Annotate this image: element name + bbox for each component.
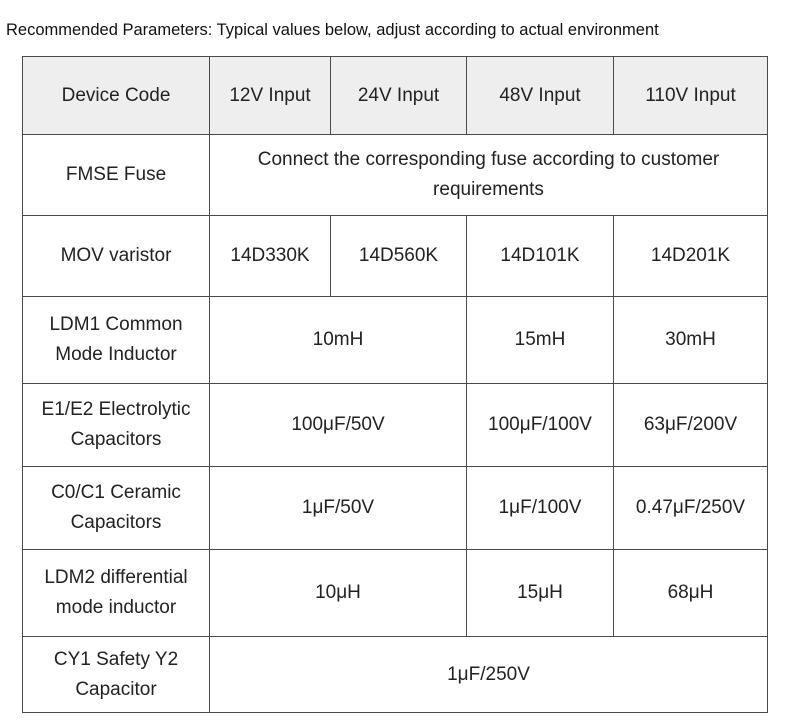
- ldm2-12v-24v: 10μH: [210, 550, 467, 637]
- mov-48v: 14D101K: [467, 216, 614, 297]
- header-device-code: Device Code: [23, 57, 210, 135]
- mov-12v: 14D330K: [210, 216, 331, 297]
- ceramic-110v: 0.47μF/250V: [614, 467, 768, 550]
- table-row: [23, 467, 768, 550]
- table-header-row: [23, 57, 768, 135]
- row-label-ldm1: LDM1 Common Mode Inductor: [23, 297, 210, 384]
- parameters-table: [22, 56, 768, 713]
- table-row: [23, 297, 768, 384]
- table-row: [23, 550, 768, 637]
- table-row: [23, 216, 768, 297]
- fuse-value: Connect the corresponding fuse according to customer requirements: [210, 135, 768, 216]
- row-label-ldm2: LDM2 differential mode inductor: [23, 550, 210, 637]
- mov-24v: 14D560K: [331, 216, 467, 297]
- header-24v-input: 24V Input: [331, 57, 467, 135]
- table-row: [23, 135, 768, 216]
- ldm1-48v: 15mH: [467, 297, 614, 384]
- table-row: [23, 384, 768, 467]
- ldm1-12v-24v: 10mH: [210, 297, 467, 384]
- electrolytic-48v: 100μF/100V: [467, 384, 614, 467]
- header-48v-input: 48V Input: [467, 57, 614, 135]
- cy1-value: 1μF/250V: [210, 637, 768, 713]
- mov-110v: 14D201K: [614, 216, 768, 297]
- ldm2-48v: 15μH: [467, 550, 614, 637]
- header-12v-input: 12V Input: [210, 57, 331, 135]
- table-caption: Recommended Parameters: Typical values below, adjust according to actual environment: [6, 21, 659, 39]
- electrolytic-12v-24v: 100μF/50V: [210, 384, 467, 467]
- row-label-mov: MOV varistor: [23, 216, 210, 297]
- ceramic-48v: 1μF/100V: [467, 467, 614, 550]
- electrolytic-110v: 63μF/200V: [614, 384, 768, 467]
- ldm1-110v: 30mH: [614, 297, 768, 384]
- ldm2-110v: 68μH: [614, 550, 768, 637]
- ceramic-12v-24v: 1μF/50V: [210, 467, 467, 550]
- header-110v-input: 110V Input: [614, 57, 768, 135]
- row-label-fuse: FMSE Fuse: [23, 135, 210, 216]
- row-label-cy1: CY1 Safety Y2 Capacitor: [23, 637, 210, 713]
- table-row: [23, 637, 768, 713]
- row-label-ceramic: C0/C1 Ceramic Capacitors: [23, 467, 210, 550]
- row-label-electrolytic: E1/E2 Electrolytic Capacitors: [23, 384, 210, 467]
